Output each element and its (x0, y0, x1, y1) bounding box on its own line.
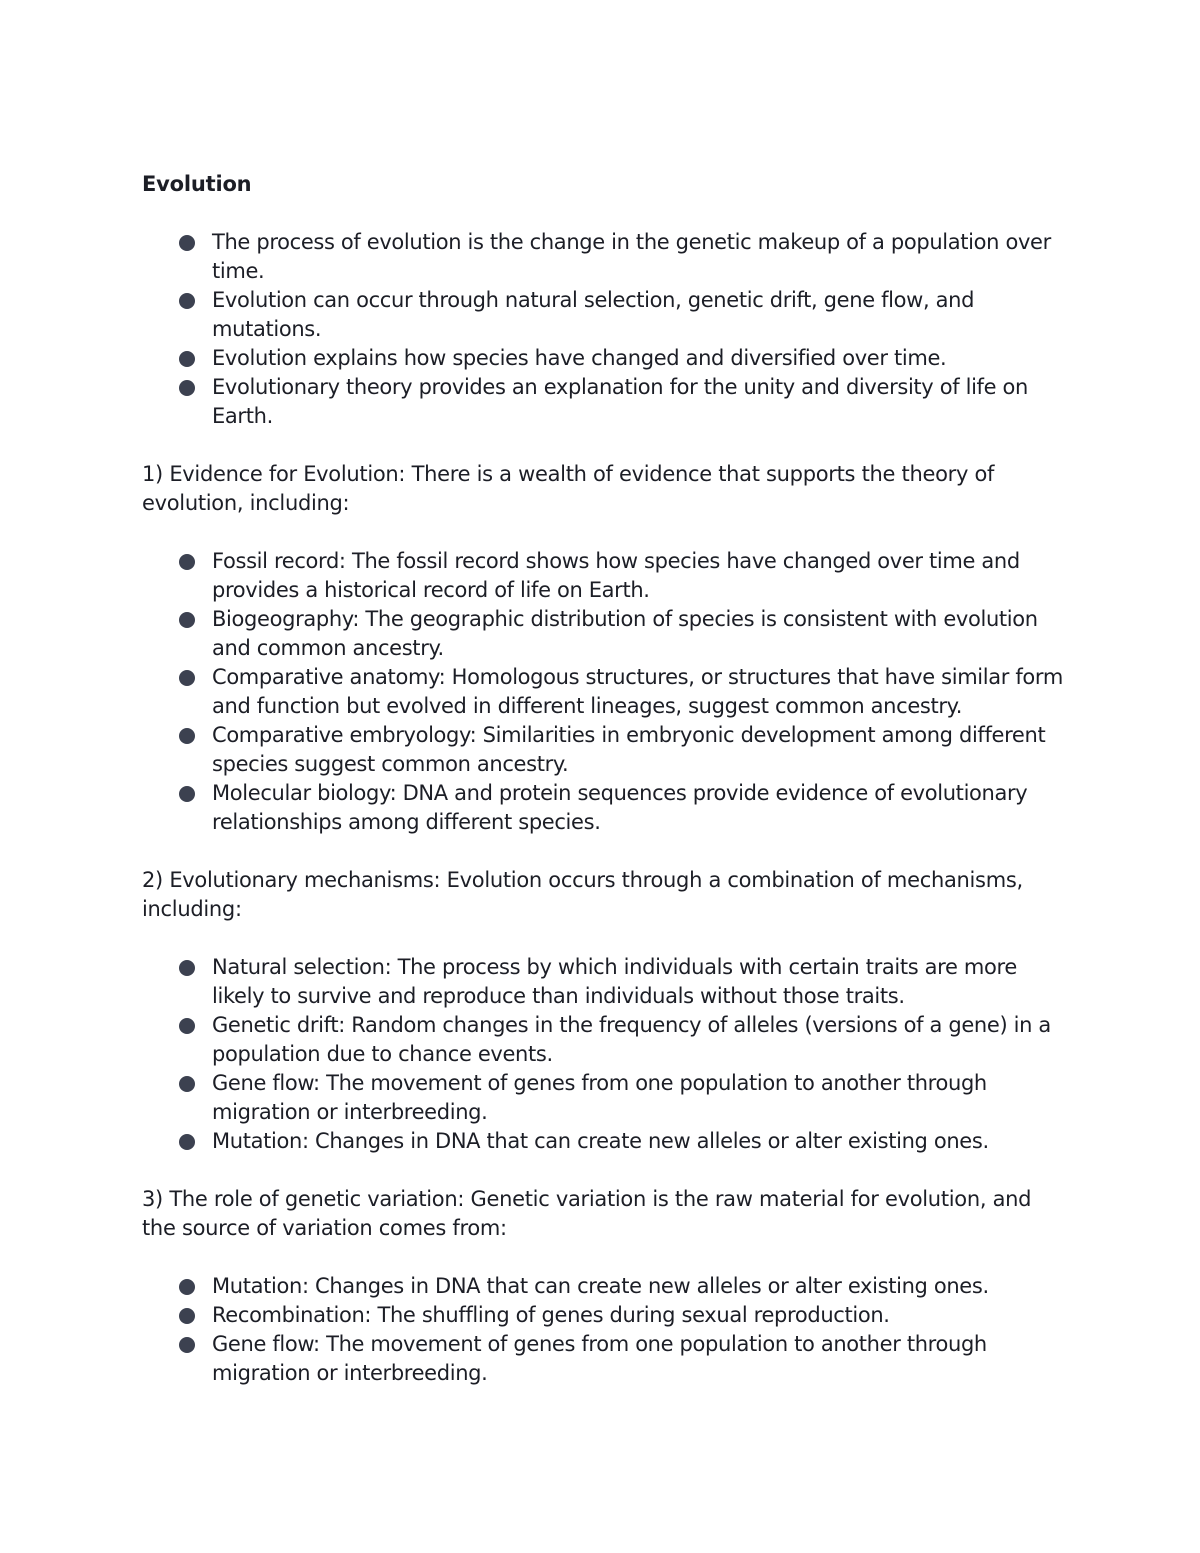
bullet-dot-icon (179, 235, 195, 251)
bullet-dot-icon (179, 612, 195, 628)
bullet-dot-icon (179, 293, 195, 309)
list-item (212, 373, 1067, 431)
list-item (212, 547, 1067, 605)
list-item-text: Recombination: The shuffling of genes during sexual reproduction. (212, 1303, 890, 1327)
list-item-text: Genetic drift: Random changes in the frequency of alleles (versions of a gene) in a population due to chance events. (212, 1013, 1051, 1066)
list-item-text: Biogeography: The geographic distribution of species is consistent with evolution and common ancestry. (212, 607, 1038, 660)
list-item-text: Comparative embryology: Similarities in embryonic development among different species suggest common ancestry. (212, 723, 1046, 776)
list-item-text: Evolution can occur through natural selection, genetic drift, gene flow, and mutations. (212, 288, 975, 341)
list-item (212, 953, 1067, 1011)
section-2-heading: 2) Evolutionary mechanisms: Evolution occurs through a combination of mechanisms, including: (142, 868, 1023, 921)
bullet-dot-icon (179, 960, 195, 976)
list-item (212, 663, 1067, 721)
document-page (142, 170, 1067, 1417)
list-item (212, 1127, 1067, 1156)
bullet-dot-icon (179, 1076, 195, 1092)
section-2-bullet-list (142, 953, 1067, 1156)
list-item (212, 286, 1067, 344)
list-item-text: Natural selection: The process by which individuals with certain traits are more likely to survive and reproduce than individuals without those traits. (212, 955, 1017, 1008)
bullet-dot-icon (179, 1279, 195, 1295)
list-item-text: Evolutionary theory provides an explanation for the unity and diversity of life on Earth. (212, 375, 1028, 428)
list-item (212, 1301, 1067, 1330)
list-item (212, 721, 1067, 779)
list-item-text: Gene flow: The movement of genes from one population to another through migration or interbreeding. (212, 1332, 987, 1385)
list-item-text: Mutation: Changes in DNA that can create new alleles or alter existing ones. (212, 1274, 989, 1298)
list-item (212, 228, 1067, 286)
bullet-dot-icon (179, 1308, 195, 1324)
list-item-text: Mutation: Changes in DNA that can create new alleles or alter existing ones. (212, 1129, 989, 1153)
section-3-bullet-list (142, 1272, 1067, 1388)
bullet-dot-icon (179, 351, 195, 367)
bullet-dot-icon (179, 554, 195, 570)
list-item (212, 344, 1067, 373)
section-1-bullet-list (142, 547, 1067, 837)
list-item-text: Fossil record: The fossil record shows how species have changed over time and provides a historical record of life on Earth. (212, 549, 1020, 602)
list-item-text: Gene flow: The movement of genes from one population to another through migration or interbreeding. (212, 1071, 987, 1124)
intro-bullet-list (142, 228, 1067, 431)
bullet-dot-icon (179, 728, 195, 744)
bullet-dot-icon (179, 380, 195, 396)
bullet-dot-icon (179, 1018, 195, 1034)
list-item-text: Evolution explains how species have changed and diversified over time. (212, 346, 947, 370)
list-item (212, 1069, 1067, 1127)
bullet-dot-icon (179, 670, 195, 686)
list-item-text: Comparative anatomy: Homologous structures, or structures that have similar form and function but evolved in different lineages, suggest common ancestry. (212, 665, 1063, 718)
document-title: Evolution (142, 172, 252, 196)
section-1-heading: 1) Evidence for Evolution: There is a wealth of evidence that supports the theory of evolution, including: (142, 462, 995, 515)
bullet-dot-icon (179, 1337, 195, 1353)
list-item (212, 1272, 1067, 1301)
bullet-dot-icon (179, 786, 195, 802)
section-3-heading: 3) The role of genetic variation: Genetic variation is the raw material for evolution, and the source of variation comes from: (142, 1187, 1032, 1240)
bullet-dot-icon (179, 1134, 195, 1150)
list-item (212, 779, 1067, 837)
list-item (212, 1011, 1067, 1069)
list-item (212, 1330, 1067, 1388)
list-item-text: The process of evolution is the change in the genetic makeup of a population over time. (212, 230, 1051, 283)
list-item-text: Molecular biology: DNA and protein sequences provide evidence of evolutionary relationships among different species. (212, 781, 1028, 834)
list-item (212, 605, 1067, 663)
